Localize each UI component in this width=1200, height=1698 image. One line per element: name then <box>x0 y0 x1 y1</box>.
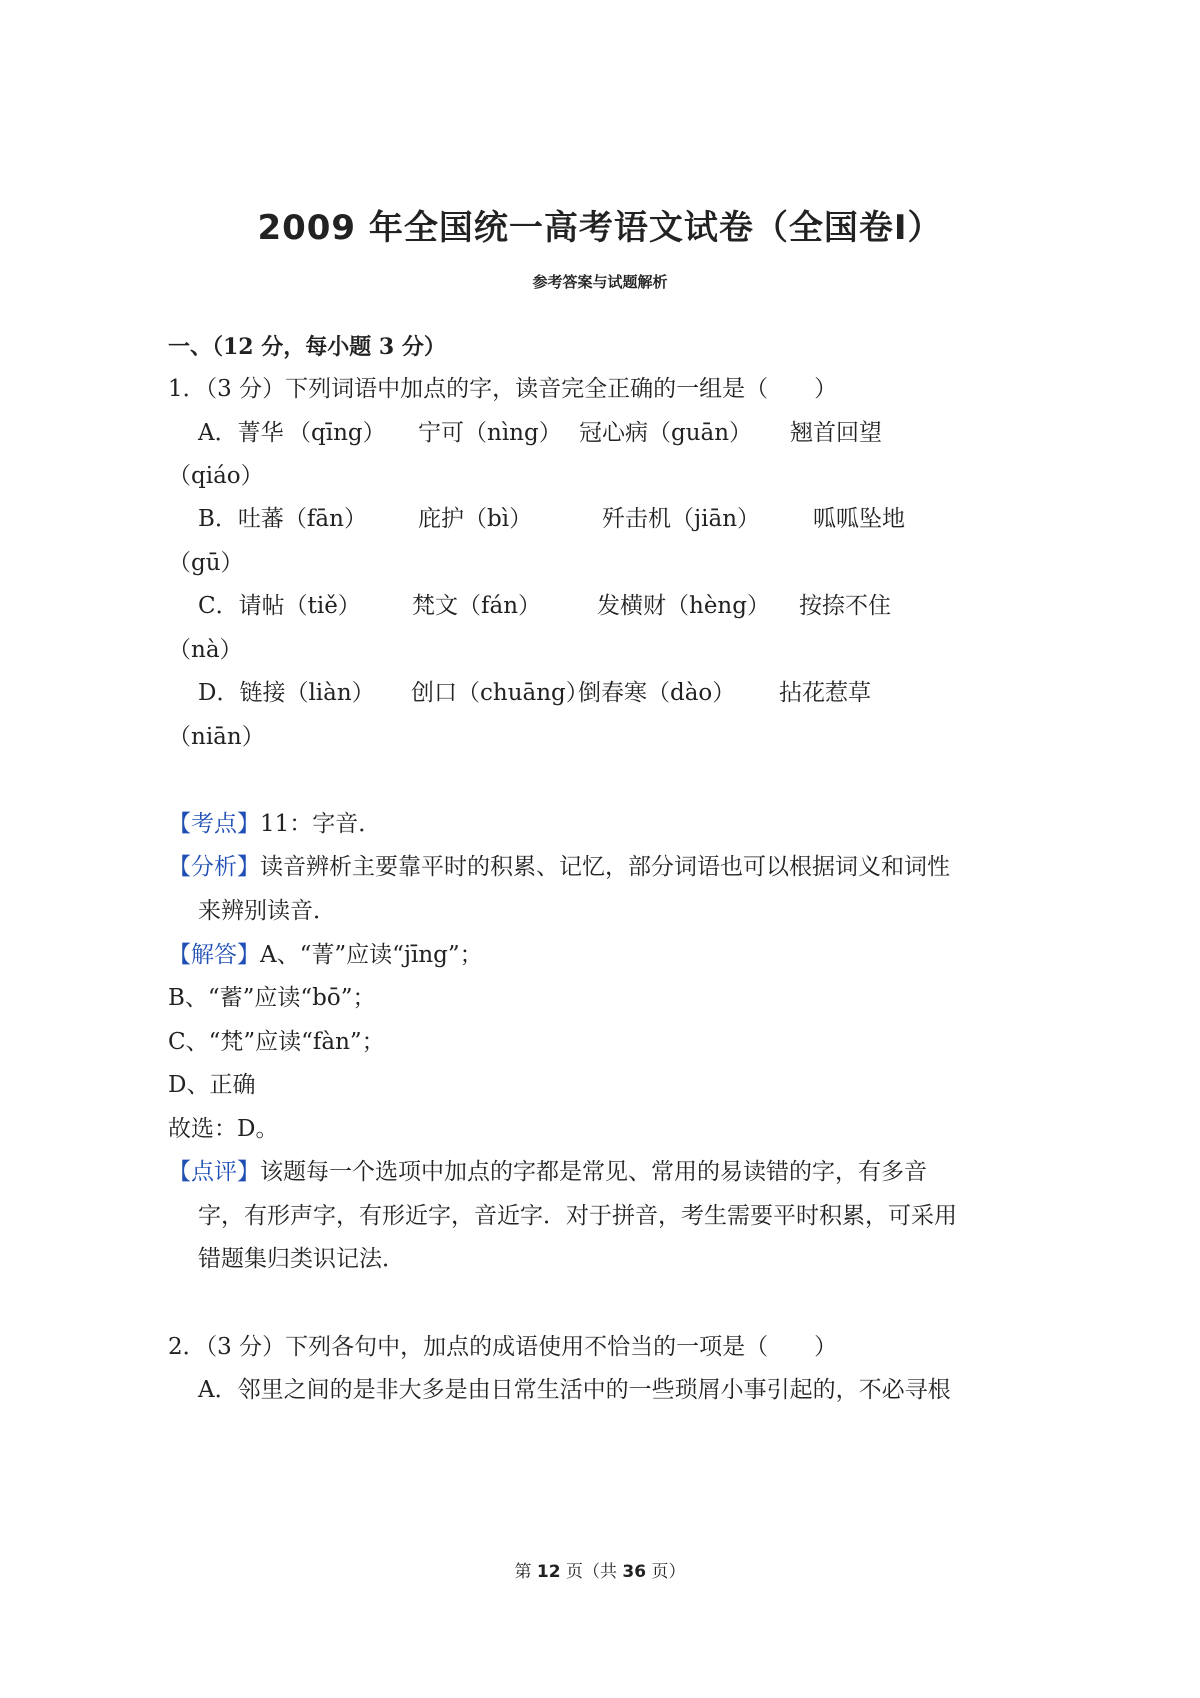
kaodian-text: 11：字音． <box>260 811 382 837</box>
q1-option-d-item: 创口（chuāng） <box>411 680 589 706</box>
q1-option-a-item: 翘首回望 <box>790 420 882 446</box>
jieda-answer: 故选：D。 <box>168 1116 279 1142</box>
question-1-stem: 1．（3 分）下列词语中加点的字，读音完全正确的一组是（ ） <box>168 376 838 402</box>
dianping-text: 该题每一个选项中加点的字都是常见、常用的易读错的字，有多音 <box>260 1159 927 1185</box>
jieda-text-c: C、“梵”应读“fàn”； <box>168 1029 385 1055</box>
fenxi-text-continued: 来辨别读音． <box>198 898 336 924</box>
q1-option-b-item: 歼击机（jiān） <box>602 506 761 532</box>
jieda-tag: 【解答】 <box>168 942 260 968</box>
section-heading: 一、（12 分，每小题 3 分） <box>168 334 446 360</box>
dianping-text-continued: 错题集归类识记法． <box>198 1246 405 1272</box>
page-footer <box>0 1557 1200 1582</box>
q1-option-a-label: A．菁华 <box>198 420 284 446</box>
q1-option-a-item: 冠心病（guān） <box>579 420 753 446</box>
document-subtitle: 参考答案与试题解析 <box>532 273 668 291</box>
q1-option-c-wrap: （nà） <box>168 637 243 663</box>
q1-option-b-label: B．吐蕃（fān） <box>198 506 367 532</box>
q1-option-c-item: 按捺不住 <box>799 593 891 619</box>
q1-option-b-item: 庇护（bì） <box>418 506 533 532</box>
q1-option-d-wrap: （niān） <box>168 724 265 750</box>
kaodian-line <box>168 809 381 839</box>
jieda-line <box>168 940 483 970</box>
fenxi-tag: 【分析】 <box>168 854 260 880</box>
fenxi-line <box>168 852 950 882</box>
document-title: 2009 年全国统一高考语文试卷（全国卷Ⅰ） <box>257 208 943 248</box>
dianping-tag: 【点评】 <box>168 1159 260 1185</box>
jieda-text: A、“菁”应读“jīng”； <box>260 942 483 968</box>
jieda-text-d: D、正确 <box>168 1072 256 1098</box>
dianping-line <box>168 1157 927 1187</box>
q1-option-d-label: D．链接（liàn） <box>198 680 375 706</box>
q1-option-a-item: 宁可（nìng） <box>418 420 562 446</box>
q1-option-a-wrap: （qiáo） <box>168 463 264 489</box>
fenxi-text: 读音辨析主要靠平时的积累、记忆，部分词语也可以根据词义和词性 <box>260 854 950 880</box>
kaodian-tag: 【考点】 <box>168 811 260 837</box>
q1-option-a-item: （qīng） <box>288 420 386 446</box>
question-2-stem: 2．（3 分）下列各句中，加点的成语使用不恰当的一项是（ ） <box>168 1334 838 1360</box>
dianping-text-continued: 字，有形声字，有形近字，音近字．对于拼音，考生需要平时积累，可采用 <box>198 1203 957 1229</box>
footer-prefix: 第 <box>514 1562 537 1582</box>
q1-option-c-label: C．请帖（tiě） <box>198 593 361 619</box>
footer-middle: 页（共 <box>560 1562 623 1582</box>
q2-option-a: A．邻里之间的是非大多是由日常生活中的一些琐屑小事引起的，不必寻根 <box>198 1377 951 1403</box>
q1-option-b-wrap: （gū） <box>168 550 244 576</box>
q1-option-b-item: 呱呱坠地 <box>813 506 905 532</box>
footer-suffix: 页） <box>646 1562 686 1582</box>
page-number: 12 <box>536 1562 561 1582</box>
q1-option-d-item: 拈花惹草 <box>779 680 871 706</box>
page-total: 36 <box>622 1562 647 1582</box>
q1-option-d-item: 倒春寒（dào） <box>578 680 736 706</box>
q1-option-c-item: 梵文（fán） <box>412 593 542 619</box>
q1-option-c-item: 发横财（hèng） <box>597 593 770 619</box>
jieda-text-b: B、“蓄”应读“bō”； <box>168 985 376 1011</box>
